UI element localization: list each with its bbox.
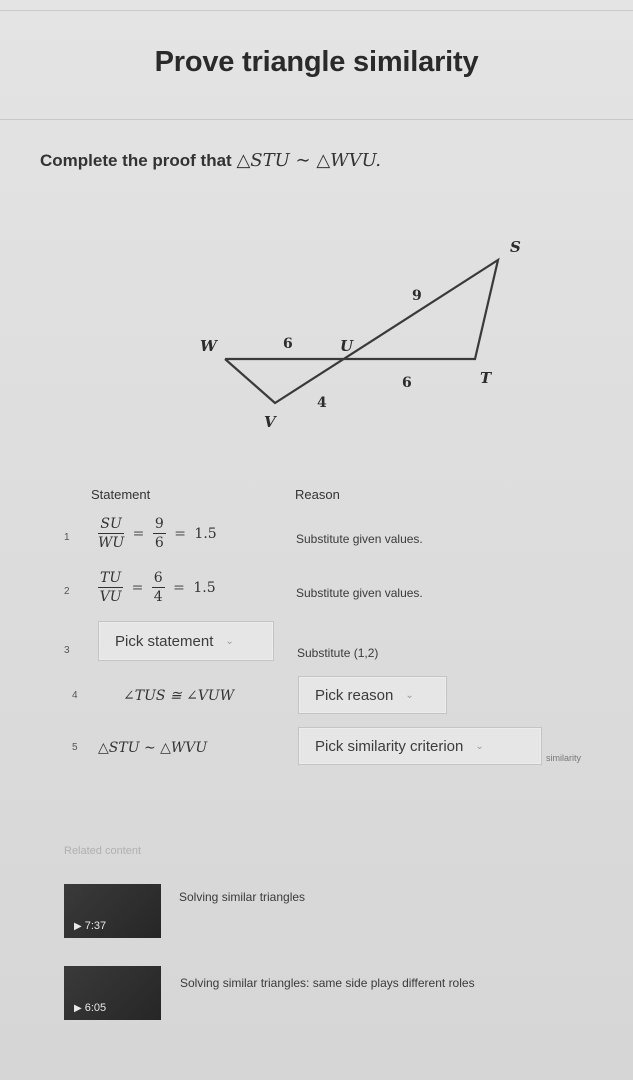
- dropdown-label: Pick statement: [115, 632, 214, 650]
- play-icon: ▶: [74, 921, 82, 932]
- reason-2: Substitute given values.: [296, 586, 423, 600]
- chevron-down-icon: ⌄: [475, 740, 484, 752]
- dropdown-label: Pick reason: [315, 686, 394, 704]
- length-VU: 4: [317, 395, 327, 411]
- video-duration: ▶ 6:05: [74, 1002, 107, 1014]
- prompt-text: Complete the proof that: [40, 151, 232, 170]
- row-number: 5: [72, 742, 78, 753]
- label-T: T: [480, 369, 492, 387]
- dropdown-label: Pick similarity criterion: [315, 737, 464, 755]
- fraction: $\frac{6}{4}$: [153, 570, 163, 605]
- statement-1: $\frac{SU}{WU}$ = $\frac{9}{6}$ = 1.5: [98, 516, 217, 551]
- statement-header: Statement: [91, 487, 151, 502]
- reason-1: Substitute given values.: [296, 532, 423, 546]
- pick-reason-dropdown[interactable]: [298, 676, 447, 714]
- fraction: $\frac{9}{6}$: [154, 516, 164, 551]
- pick-similarity-criterion-dropdown[interactable]: [298, 727, 542, 765]
- chevron-down-icon: ⌄: [225, 635, 234, 647]
- triangle-lines: [225, 260, 498, 403]
- length-WU: 6: [283, 336, 293, 352]
- label-U: U: [340, 337, 354, 355]
- similarity-suffix: similarity: [546, 753, 581, 763]
- fraction: $\frac{SU}{WU}$: [98, 516, 125, 551]
- video-title-link[interactable]: Solving similar triangles: [179, 890, 306, 904]
- triangle-figure: [180, 225, 580, 435]
- row-number: 1: [64, 532, 70, 543]
- label-S: S: [510, 238, 521, 256]
- row-number: 3: [64, 645, 70, 656]
- video-duration: ▶ 7:37: [74, 920, 107, 932]
- label-V: V: [264, 413, 276, 431]
- label-W: W: [200, 337, 217, 355]
- reason-3: Substitute (1,2): [297, 646, 379, 660]
- length-UT: 6: [402, 375, 412, 391]
- chevron-down-icon: ⌄: [405, 689, 414, 701]
- statement-2: $\frac{TU}{VU}$ = $\frac{6}{4}$ = 1.5: [99, 570, 216, 605]
- video-title-link[interactable]: Solving similar triangles: same side plays different roles: [180, 976, 475, 990]
- row-number: 2: [64, 586, 70, 597]
- length-SU: 9: [412, 288, 422, 304]
- related-content-heading: Related content: [64, 845, 142, 857]
- reason-header: Reason: [295, 487, 340, 502]
- statement-4: ∠TUS ≅ ∠VUW: [123, 688, 235, 704]
- play-icon: ▶: [74, 1003, 82, 1014]
- row-number: 4: [72, 690, 78, 701]
- prompt-math: △STU ∼ △WVU.: [236, 150, 381, 171]
- problem-prompt: [40, 150, 381, 171]
- video-thumbnail[interactable]: [64, 966, 161, 1020]
- statement-5: △STU ∼ △WVU: [98, 740, 208, 756]
- pick-statement-dropdown[interactable]: [98, 621, 274, 661]
- page-title: Prove triangle similarity: [154, 46, 479, 78]
- fraction: $\frac{TU}{VU}$: [99, 570, 122, 605]
- video-thumbnail[interactable]: [64, 884, 161, 938]
